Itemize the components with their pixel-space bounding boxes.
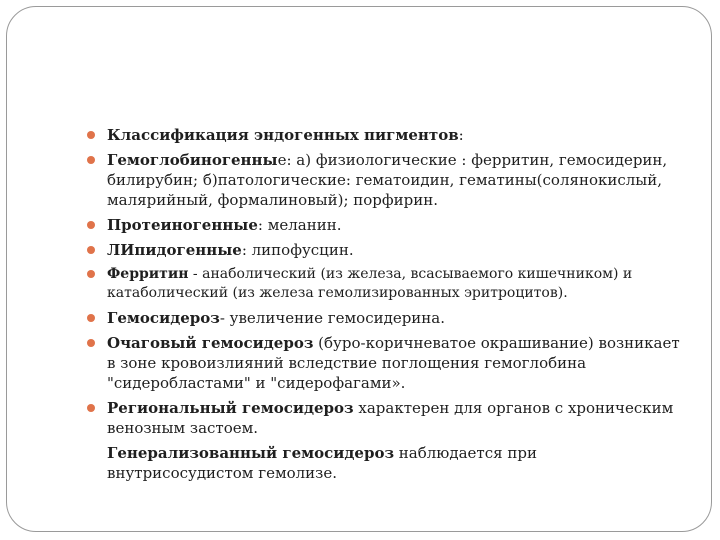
bullet-dot-icon — [87, 314, 95, 322]
item-bold: Ферритин — [107, 266, 189, 282]
item-bold: Протеиногенные — [107, 216, 258, 234]
item-text: : липофусцин. — [241, 241, 354, 259]
list-item — [85, 308, 685, 328]
plain-paragraph — [85, 443, 685, 483]
bullet-dot-icon — [87, 246, 95, 254]
bullet-dot-icon — [87, 221, 95, 229]
item-bold: Региональный гемосидероз — [107, 399, 354, 417]
list-item — [85, 333, 685, 393]
list-item — [85, 125, 685, 145]
item-text: е: а) физиологические : ферритин, гемосидерин, билирубин; б)патологические: гематоидин, гематины(солянокислый, малярийный, формалиновый); порфирин. — [107, 151, 668, 209]
item-bold: Гемоглобиногенны — [107, 151, 278, 169]
bullet-dot-icon — [87, 156, 95, 164]
item-text: : — [458, 126, 464, 144]
item-text: характерен для органов с хроническим венозным застоем. — [107, 399, 674, 437]
plain-text: наблюдается при внутрисосудистом гемолизе. — [107, 444, 537, 482]
list-item — [85, 240, 685, 260]
bullet-list — [85, 125, 685, 483]
list-item — [85, 150, 685, 210]
bullet-dot-icon — [87, 404, 95, 412]
item-bold: Очаговый гемосидероз — [107, 334, 314, 352]
item-text: : меланин. — [257, 216, 342, 234]
bullet-dot-icon — [87, 270, 95, 278]
list-item — [85, 265, 685, 303]
item-text: (буро-коричневатое окрашивание) возникает в зоне кровоизлияний вследствие поглощения гемоглобина "сидеробластами" и "сидерофагами». — [107, 334, 680, 392]
item-text: - увеличение гемосидерина. — [219, 309, 446, 327]
bullet-dot-icon — [87, 339, 95, 347]
plain-bold: Генерализованный гемосидероз — [107, 444, 395, 462]
item-bold: ЛИпидогенные — [107, 241, 242, 259]
item-text: - анаболический (из железа, всасываемого кишечником) и катаболический (из железа гемолизированных эритроцитов). — [107, 266, 633, 301]
list-item — [85, 215, 685, 235]
list-item — [85, 398, 685, 438]
slide-frame — [6, 6, 712, 532]
item-bold: Классификация эндогенных пигментов — [107, 126, 459, 144]
item-bold: Гемосидероз — [107, 309, 220, 327]
bullet-dot-icon — [87, 131, 95, 139]
